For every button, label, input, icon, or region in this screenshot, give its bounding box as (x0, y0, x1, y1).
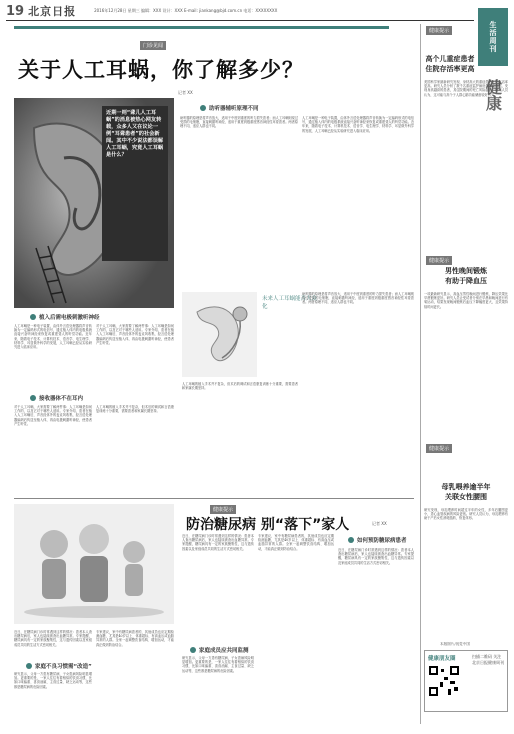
diabetes-body-col3a: 近日，在糖尿病门诊时常遇到这样的情况：患者本人查出糖尿病后，家人也陆续被查出血糖异常。专家提醒，糖尿病具有一定的家族聚集性，这与遗传因素以及家庭成员共同的生活方式密切相关。 (182, 534, 254, 551)
pull-quote: 近期一则“聋儿人工耳蜗”的消息被热心网友转载，众多人又在议论一例“耳聋患者”的社会新闻。其中不少说法都误解人工耳蜗，究竟人工耳蜗是什么？ (102, 106, 168, 261)
masthead-rule (6, 20, 474, 21)
photo-credit: 本版图片/视觉中国 (440, 642, 470, 646)
bullet-icon (30, 314, 36, 320)
diabetes-headline: 防治糖尿病 别“落下”家人 (186, 517, 350, 533)
diabetes-byline: 记者 XX (372, 521, 387, 526)
side1-body: 美国科学家最新研究发现，身材高大的重症患者住院存活率更高。研究人员分析了数千名重症监护病房患者的数据，发现身高越高的患者，其住院期间的死亡风险越低。研究人员认为，这可能与高个子人群心肺功能储备较好有关。 (424, 80, 508, 97)
section-tag-side2: 健康提示 (426, 256, 452, 265)
main-body-col1c: 对于人工耳蜗，大家需要了解两件事：人工耳蜗是如何工作的，以及它对于哪些人适用。专家介绍，患者在植入人工耳蜗后，声音经体外的麦克风收集，经言语处理器编码后传送至植入体，再由电极刺激听神经，使患者产生听觉。 (14, 405, 92, 426)
article-divider (14, 498, 414, 499)
family-illustration (14, 504, 174, 624)
bullet-icon (190, 647, 196, 653)
top-accent-rule (14, 26, 389, 29)
side3-body: 研究发现，母乳喂养时间超过半年的女性，多年后腰围更小，患心血管疾病的风险更低。研究人员认为，母乳喂养有助于产后女性消耗脂肪，恢复体形。 (424, 508, 508, 521)
diabetes-body-col4: 专家建议，家中有糖尿病患者的，其他成员也应定期检测血糖，尤其是40岁以上、体重超标、有高血压或血脂异常的人群。全家一起调整饮食结构、增加运动，才能真正做到防治结合。 (258, 534, 334, 551)
subhead-electrode: 植入后需电极刺激听神经 (30, 313, 100, 321)
column-subtitle: 健康 (483, 79, 503, 111)
bullet-icon (200, 105, 206, 111)
bullet-icon (30, 395, 36, 401)
main-body-col2: 助听器的原理是将声音放大，适用于中度到重度的听力损失患者；而人工耳蜗则绕过受损的毛细胞，直接刺激听神经，适用于重度到极重度感音神经性耳聋患者。两者原理不同，适应人群也不同。 (180, 116, 298, 129)
diabetes-body-col2: 专家建议，家中有糖尿病患者的，其他成员也应定期检测血糖，尤其是40岁以上、体重超标、有高血压或血脂异常的人群。全家一起调整饮食结构、增加运动，才能真正做到防治结合。 (96, 630, 174, 647)
qr-text: 扫描二维码 关注北京日报健康周刊 (472, 654, 504, 665)
subhead-receiver: 接收器体不在耳内 (30, 394, 83, 402)
figure-caption: 未来人工耳蜗能否大众化 (262, 296, 318, 310)
subhead-hearing-aid: 助听器辅听原理不同 (200, 104, 259, 112)
diabetes-body-col1a: 近日，在糖尿病门诊时常遇到这样的情况：患者本人查出糖尿病后，家人也陆续被查出血糖异常。专家提醒，糖尿病具有一定的家族聚集性，这与遗传因素以及家庭成员共同的生活方式密切相关。 (14, 630, 92, 647)
implant-icon (182, 292, 257, 377)
side2-body: 一项最新研究显示，高血压男性晚间进行锻炼，降压效果比早晨锻炼更好。研究人员让受试者分别在早晨和晚间进行有氧运动，结果发现晚间锻炼后血压下降幅度更大，且效果持续时间更长。 (424, 292, 508, 309)
subhead-family-habits: 家庭不良习惯需“改造” (26, 662, 92, 670)
masthead-meta: 2016年12月28日 星期三 编辑：XXX 设计：XXX E-mail: jiankang@bjd.com.cn 电话：XXXXXXXX (94, 8, 278, 13)
paper-name: 北京日报 (28, 5, 77, 18)
bullet-icon (26, 663, 32, 669)
main-body-col3b: 助听器的原理是将声音放大，适用于中度到重度的听力损失患者；而人工耳蜗则绕过受损的毛细胞，直接刺激听神经，适用于重度到极重度感音神经性耳聋患者。两者原理不同，适应人群也不同。 (302, 292, 414, 305)
subhead-monitoring: 家庭成员应共同监测 (190, 646, 249, 654)
section-tag-side3: 健康提示 (426, 444, 452, 453)
side2-headline-1: 男性晚间锻炼 (445, 267, 487, 275)
column-title: 生活周刊 (489, 21, 497, 53)
side3-headline-1: 母乳喂养逾半年 (441, 483, 491, 491)
qr-label: 健康朋友圈 (428, 656, 456, 662)
page-number: 19 (6, 3, 25, 19)
bullet-icon (348, 537, 354, 543)
side1-headline-2: 住院存活率更高 (425, 65, 475, 73)
main-body-col1d: 人工耳蜗的植入手术并不复杂，但术后的调试和言语康复训练十分重要，需要患者和家属长期坚持。 (96, 405, 174, 414)
family-icon (14, 504, 174, 624)
diabetes-body-col3b: 研究显示，父母一方患有糖尿病，子女患病风险明显增加。更重要的是，一家人往往有着相似的饮食习惯，比如口味偏重、喜食油腻、主食过量、缺乏运动等，这些都是糖尿病的危险因素。 (182, 656, 254, 673)
section-tag-side1: 健康提示 (426, 26, 452, 35)
main-headline: 关于人工耳蜗，你了解多少？ (18, 58, 304, 82)
section-tag-diabetes: 健康提示 (210, 505, 236, 514)
main-body-col1a: 人工耳蜗是一种电子装置，由体外言语处理器将声音转换为一定编码形式的电信号，通过植入体内的电极系统直接兴奋听神经来恢复或重建聋人的听觉功能。近年来，随着电子技术、计算机技术、语音学、电生理学、材料学、耳显微外科学的发展，人工耳蜗已经从实验研究进入临床应用。 (14, 324, 92, 350)
masthead (6, 4, 506, 18)
subhead-prevention: 如何预防糖尿病患者 (348, 536, 407, 544)
main-body-col2b: 人工耳蜗的植入手术并不复杂，但术后的调试和言语康复训练十分重要，需要患者和家属长期坚持。 (182, 382, 298, 391)
main-body-col1b: 对于人工耳蜗，大家需要了解两件事：人工耳蜗是如何工作的，以及它对于哪些人适用。专家介绍，患者在植入人工耳蜗后，声音经体外的麦克风收集，经言语处理器编码后传送至植入体，再由电极刺激听神经，使患者产生听觉。 (96, 324, 174, 345)
cochlear-implant-figure (182, 292, 257, 377)
side1-headline-1: 高个儿重症患者 (425, 55, 475, 63)
column-banner (478, 8, 508, 66)
sidebar-divider (420, 24, 421, 724)
side3-headline-2: 关联女性腰围 (445, 493, 487, 501)
section-tag-main: 门诊见闻 (140, 41, 166, 50)
side2-headline-2: 有助于降血压 (445, 277, 487, 285)
diabetes-body-col1b: 研究显示，父母一方患有糖尿病，子女患病风险明显增加。更重要的是，一家人往往有着相似的饮食习惯，比如口味偏重、喜食油腻、主食过量、缺乏运动等，这些都是糖尿病的危险因素。 (14, 672, 92, 689)
main-byline: 记者 XX (178, 90, 193, 95)
diabetes-body-col5: 近日，在糖尿病门诊时常遇到这样的情况：患者本人查出糖尿病后，家人也陆续被查出血糖异常。专家提醒，糖尿病具有一定的家族聚集性，这与遗传因素以及家庭成员共同的生活方式密切相关。 (338, 548, 414, 565)
qr-box (424, 650, 508, 712)
qr-code-icon[interactable] (428, 665, 460, 697)
main-body-col3: 人工耳蜗是一种电子装置，由体外言语处理器将声音转换为一定编码形式的电信号，通过植入体内的电极系统直接兴奋听神经来恢复或重建聋人的听觉功能。近年来，随着电子技术、计算机技术、语音学、电生理学、材料学、耳显微外科学的发展，人工耳蜗已经从实验研究进入临床应用。 (302, 116, 414, 133)
